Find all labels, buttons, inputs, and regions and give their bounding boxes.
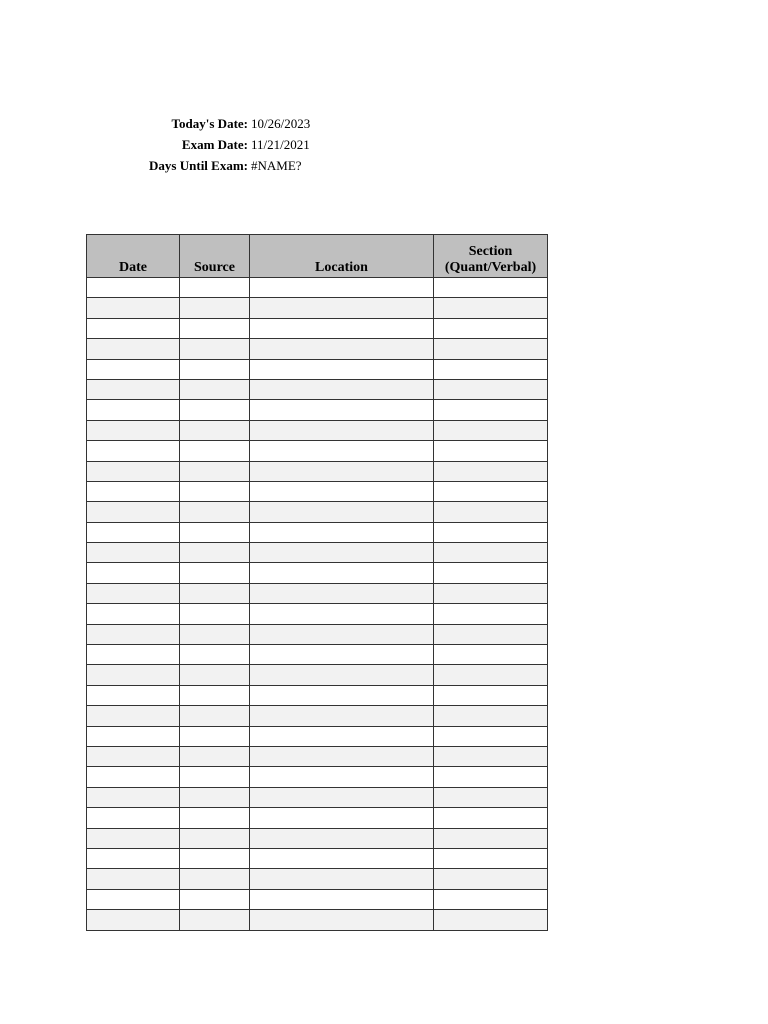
- source-cell[interactable]: [180, 828, 250, 848]
- header-location: Location: [250, 235, 434, 278]
- source-cell[interactable]: [180, 889, 250, 909]
- table-row: [87, 848, 548, 868]
- section-cell[interactable]: [434, 461, 548, 481]
- source-cell[interactable]: [180, 726, 250, 746]
- location-cell[interactable]: [250, 298, 434, 318]
- table-row: [87, 420, 548, 440]
- table-row: [87, 379, 548, 399]
- exam-date-row: [100, 134, 310, 155]
- location-cell[interactable]: [250, 522, 434, 542]
- location-cell[interactable]: [250, 502, 434, 522]
- location-cell[interactable]: [250, 359, 434, 379]
- date-cell[interactable]: [87, 685, 180, 705]
- source-cell[interactable]: [180, 318, 250, 338]
- source-cell[interactable]: [180, 359, 250, 379]
- table-row: [87, 318, 548, 338]
- table-row: [87, 767, 548, 787]
- location-cell[interactable]: [250, 481, 434, 501]
- date-cell[interactable]: [87, 889, 180, 909]
- date-cell[interactable]: [87, 583, 180, 603]
- location-cell[interactable]: [250, 746, 434, 766]
- table-row: [87, 339, 548, 359]
- source-cell[interactable]: [180, 563, 250, 583]
- source-cell[interactable]: [180, 624, 250, 644]
- location-cell[interactable]: [250, 767, 434, 787]
- source-cell[interactable]: [180, 746, 250, 766]
- location-cell[interactable]: [250, 726, 434, 746]
- location-cell[interactable]: [250, 848, 434, 868]
- section-cell[interactable]: [434, 583, 548, 603]
- location-cell[interactable]: [250, 339, 434, 359]
- source-cell[interactable]: [180, 848, 250, 868]
- source-cell[interactable]: [180, 787, 250, 807]
- section-cell[interactable]: [434, 563, 548, 583]
- section-cell[interactable]: [434, 624, 548, 644]
- date-cell[interactable]: [87, 563, 180, 583]
- table-row: [87, 665, 548, 685]
- date-cell[interactable]: [87, 481, 180, 501]
- table-row: [87, 624, 548, 644]
- location-cell[interactable]: [250, 278, 434, 298]
- table-row: [87, 481, 548, 501]
- date-cell[interactable]: [87, 726, 180, 746]
- section-cell[interactable]: [434, 848, 548, 868]
- section-cell[interactable]: [434, 481, 548, 501]
- date-cell[interactable]: [87, 869, 180, 889]
- todays-date-row: [100, 113, 310, 134]
- days-until-row: [100, 155, 310, 176]
- location-cell[interactable]: [250, 318, 434, 338]
- date-cell[interactable]: [87, 604, 180, 624]
- section-cell[interactable]: [434, 808, 548, 828]
- section-cell[interactable]: [434, 339, 548, 359]
- section-cell[interactable]: [434, 767, 548, 787]
- table-body: [87, 278, 548, 931]
- date-cell[interactable]: [87, 543, 180, 563]
- exam-info: [100, 113, 310, 176]
- location-cell[interactable]: [250, 645, 434, 665]
- section-cell[interactable]: [434, 665, 548, 685]
- date-cell[interactable]: [87, 665, 180, 685]
- date-cell[interactable]: [87, 522, 180, 542]
- date-cell[interactable]: [87, 767, 180, 787]
- date-cell[interactable]: [87, 359, 180, 379]
- header-section: [434, 235, 548, 278]
- study-log-table: [86, 234, 548, 931]
- table-row: [87, 706, 548, 726]
- source-cell[interactable]: [180, 379, 250, 399]
- source-cell[interactable]: [180, 685, 250, 705]
- section-cell[interactable]: [434, 869, 548, 889]
- table-row: [87, 400, 548, 420]
- location-cell[interactable]: [250, 420, 434, 440]
- table-row: [87, 522, 548, 542]
- section-cell[interactable]: [434, 522, 548, 542]
- date-cell[interactable]: [87, 298, 180, 318]
- table-row: [87, 543, 548, 563]
- section-cell[interactable]: [434, 787, 548, 807]
- location-cell[interactable]: [250, 787, 434, 807]
- source-cell[interactable]: [180, 522, 250, 542]
- date-cell[interactable]: [87, 400, 180, 420]
- source-cell[interactable]: [180, 869, 250, 889]
- location-cell[interactable]: [250, 624, 434, 644]
- table-row: [87, 910, 548, 930]
- source-cell[interactable]: [180, 767, 250, 787]
- table-row: [87, 583, 548, 603]
- source-cell[interactable]: [180, 278, 250, 298]
- table-row: [87, 502, 548, 522]
- date-cell[interactable]: [87, 746, 180, 766]
- source-cell[interactable]: [180, 665, 250, 685]
- date-cell[interactable]: [87, 848, 180, 868]
- source-cell[interactable]: [180, 339, 250, 359]
- section-cell[interactable]: [434, 278, 548, 298]
- source-cell[interactable]: [180, 543, 250, 563]
- table-row: [87, 828, 548, 848]
- header-date: Date: [87, 235, 180, 278]
- section-cell[interactable]: [434, 706, 548, 726]
- section-cell[interactable]: [434, 420, 548, 440]
- date-cell[interactable]: [87, 441, 180, 461]
- table-row: [87, 746, 548, 766]
- table-row: [87, 604, 548, 624]
- date-cell[interactable]: [87, 420, 180, 440]
- location-cell[interactable]: [250, 441, 434, 461]
- exam-date-label: Exam Date:: [181, 137, 248, 152]
- location-cell[interactable]: [250, 910, 434, 930]
- section-cell[interactable]: [434, 379, 548, 399]
- table-row: [87, 441, 548, 461]
- date-cell[interactable]: [87, 828, 180, 848]
- location-cell[interactable]: [250, 685, 434, 705]
- date-cell[interactable]: [87, 787, 180, 807]
- source-cell[interactable]: [180, 645, 250, 665]
- section-cell[interactable]: [434, 502, 548, 522]
- table-row: [87, 298, 548, 318]
- location-cell[interactable]: [250, 665, 434, 685]
- location-cell[interactable]: [250, 563, 434, 583]
- location-cell[interactable]: [250, 869, 434, 889]
- source-cell[interactable]: [180, 481, 250, 501]
- location-cell[interactable]: [250, 461, 434, 481]
- date-cell[interactable]: [87, 808, 180, 828]
- section-cell[interactable]: [434, 318, 548, 338]
- table-row: [87, 787, 548, 807]
- location-cell[interactable]: [250, 706, 434, 726]
- location-cell[interactable]: [250, 604, 434, 624]
- date-cell[interactable]: [87, 502, 180, 522]
- section-cell[interactable]: [434, 359, 548, 379]
- date-cell[interactable]: [87, 379, 180, 399]
- date-cell[interactable]: [87, 461, 180, 481]
- todays-date-label: Today's Date:: [171, 116, 248, 131]
- exam-date-value[interactable]: 11/21/2021: [251, 137, 310, 152]
- header-section-line1: Section: [468, 244, 513, 259]
- location-cell[interactable]: [250, 400, 434, 420]
- todays-date-value[interactable]: 10/26/2023: [251, 116, 311, 131]
- section-cell[interactable]: [434, 400, 548, 420]
- section-cell[interactable]: [434, 685, 548, 705]
- days-until-value[interactable]: #NAME?: [251, 158, 302, 173]
- section-cell[interactable]: [434, 889, 548, 909]
- source-cell[interactable]: [180, 420, 250, 440]
- location-cell[interactable]: [250, 889, 434, 909]
- source-cell[interactable]: [180, 808, 250, 828]
- section-cell[interactable]: [434, 910, 548, 930]
- header-section-line2: (Quant/Verbal): [444, 260, 537, 275]
- date-cell[interactable]: [87, 318, 180, 338]
- table-row: [87, 869, 548, 889]
- section-cell[interactable]: [434, 828, 548, 848]
- section-cell[interactable]: [434, 645, 548, 665]
- table-row: [87, 461, 548, 481]
- section-cell[interactable]: [434, 543, 548, 563]
- source-cell[interactable]: [180, 400, 250, 420]
- table-row: [87, 685, 548, 705]
- source-cell[interactable]: [180, 910, 250, 930]
- section-cell[interactable]: [434, 746, 548, 766]
- location-cell[interactable]: [250, 808, 434, 828]
- table-row: [87, 808, 548, 828]
- location-cell[interactable]: [250, 583, 434, 603]
- date-cell[interactable]: [87, 624, 180, 644]
- table-row: [87, 726, 548, 746]
- location-cell[interactable]: [250, 828, 434, 848]
- location-cell[interactable]: [250, 379, 434, 399]
- source-cell[interactable]: [180, 583, 250, 603]
- date-cell[interactable]: [87, 339, 180, 359]
- table-row: [87, 563, 548, 583]
- source-cell[interactable]: [180, 461, 250, 481]
- date-cell[interactable]: [87, 706, 180, 726]
- table-row: [87, 359, 548, 379]
- section-cell[interactable]: [434, 604, 548, 624]
- date-cell[interactable]: [87, 278, 180, 298]
- table-header-row: [87, 235, 548, 278]
- source-cell[interactable]: [180, 706, 250, 726]
- table-row: [87, 645, 548, 665]
- section-cell[interactable]: [434, 726, 548, 746]
- section-cell[interactable]: [434, 441, 548, 461]
- source-cell[interactable]: [180, 298, 250, 318]
- days-until-label: Days Until Exam:: [149, 158, 248, 173]
- source-cell[interactable]: [180, 604, 250, 624]
- header-source: Source: [180, 235, 250, 278]
- date-cell[interactable]: [87, 910, 180, 930]
- location-cell[interactable]: [250, 543, 434, 563]
- section-cell[interactable]: [434, 298, 548, 318]
- source-cell[interactable]: [180, 441, 250, 461]
- table-row: [87, 278, 548, 298]
- date-cell[interactable]: [87, 645, 180, 665]
- source-cell[interactable]: [180, 502, 250, 522]
- table-row: [87, 889, 548, 909]
